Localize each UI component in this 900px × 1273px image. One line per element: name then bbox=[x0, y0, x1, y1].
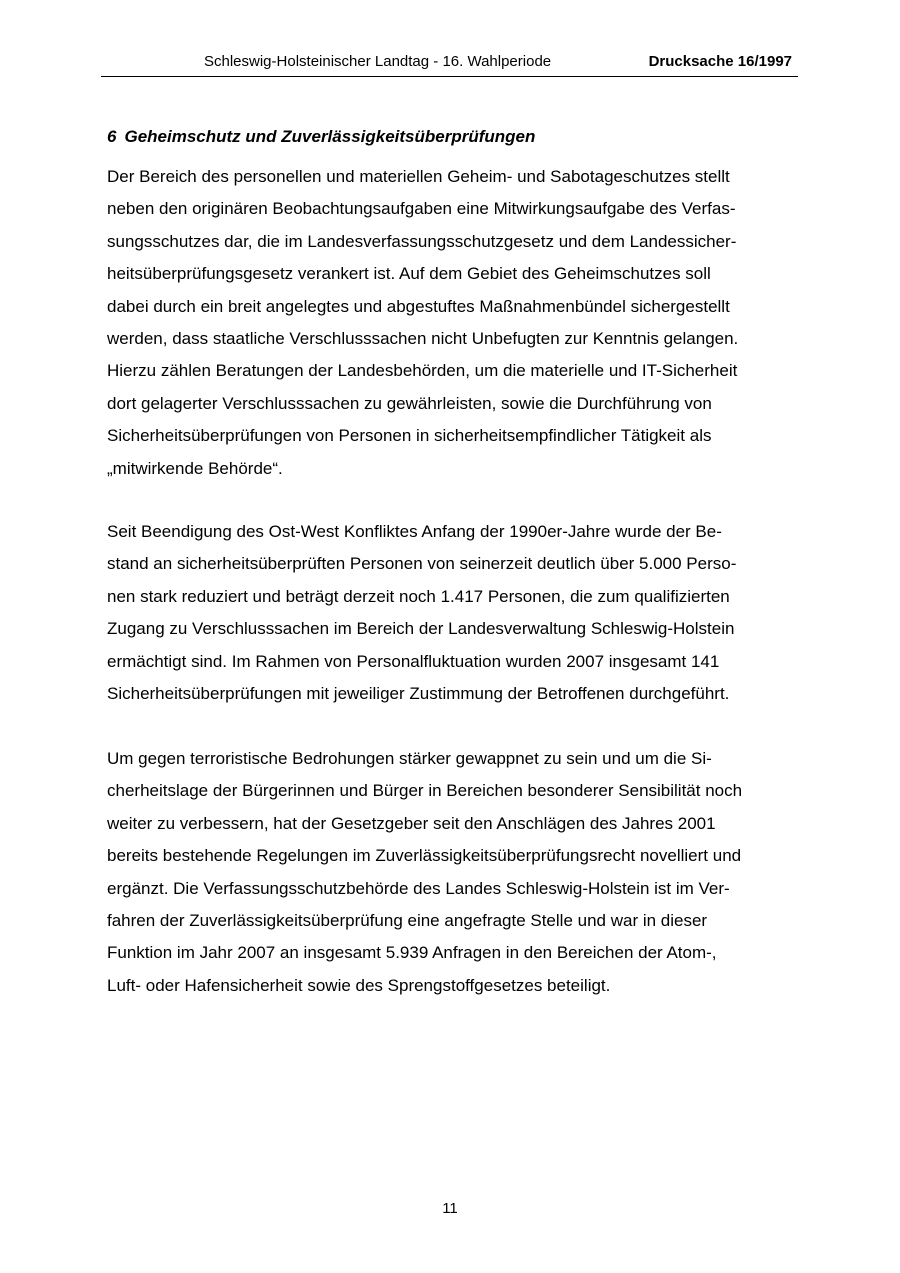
text-line: dort gelagerter Verschlusssachen zu gewährleisten, sowie die Durchführung von bbox=[107, 393, 712, 413]
text-line: Luft- oder Hafensicherheit sowie des Sprengstoffgesetzes beteiligt. bbox=[107, 975, 611, 995]
page-number: 11 bbox=[442, 1200, 458, 1217]
text-line: ergänzt. Die Verfassungsschutzbehörde des Landes Schleswig-Holstein ist im Ver- bbox=[107, 878, 730, 898]
section-number: 6 bbox=[107, 127, 117, 146]
header-drucksache: Drucksache 16/1997 bbox=[648, 53, 792, 70]
text-line: Um gegen terroristische Bedrohungen stärker gewappnet zu sein und um die Si- bbox=[107, 749, 712, 768]
text-line: neben den originären Beobachtungsaufgaben eine Mitwirkungsaufgabe des Verfas- bbox=[107, 199, 736, 219]
text-line: werden, dass staatliche Verschlusssachen nicht Unbefugten zur Kenntnis gelangen. bbox=[107, 329, 739, 349]
text-line: Hierzu zählen Beratungen der Landesbehörden, um die materielle und IT-Sicherheit bbox=[107, 361, 738, 381]
header-title: Schleswig-Holsteinischer Landtag - 16. Wahlperiode bbox=[204, 53, 552, 70]
section-title: Geheimschutz und Zuverlässigkeitsüberprüfungen bbox=[124, 127, 536, 146]
paragraph bbox=[107, 743, 807, 1002]
text-line: dabei durch ein breit angelegtes und abgestuftes Maßnahmenbündel sichergestellt bbox=[107, 296, 730, 316]
paragraph bbox=[107, 516, 807, 710]
text-line: bereits bestehende Regelungen im Zuverlässigkeitsüberprüfungsrecht novelliert und bbox=[107, 846, 742, 866]
text-line: Sicherheitsüberprüfungen mit jeweiliger Zustimmung der Betroffenen durchgeführt. bbox=[107, 684, 730, 704]
page-header bbox=[101, 50, 798, 77]
text-line: cherheitslage der Bürgerinnen und Bürger in Bereichen besonderer Sensibilität noch bbox=[107, 781, 743, 801]
text-line: Seit Beendigung des Ost-West Konfliktes Anfang der 1990er-Jahre wurde der Be- bbox=[107, 522, 722, 541]
text-line: Zugang zu Verschlusssachen im Bereich der Landesverwaltung Schleswig-Holstein bbox=[107, 619, 735, 639]
text-line: nen stark reduziert und beträgt derzeit noch 1.417 Personen, die zum qualifizierten bbox=[107, 586, 730, 606]
text-line: weiter zu verbessern, hat der Gesetzgeber seit den Anschlägen des Jahres 2001 bbox=[107, 813, 716, 833]
text-line: fahren der Zuverlässigkeitsüberprüfung eine angefragte Stelle und war in dieser bbox=[107, 911, 708, 931]
text-line: Sicherheitsüberprüfungen von Personen in sicherheitsempfindlicher Tätigkeit als bbox=[107, 426, 712, 446]
text-line: Der Bereich des personellen und materiellen Geheim- und Sabotageschutzes stellt bbox=[107, 167, 730, 186]
text-line: stand an sicherheitsüberprüften Personen von seinerzeit deutlich über 5.000 Perso- bbox=[107, 554, 737, 574]
text-line: heitsüberprüfungsgesetz verankert ist. Auf dem Gebiet des Geheimschutzes soll bbox=[107, 264, 711, 284]
text-line: ermächtigt sind. Im Rahmen von Personalfluktuation wurden 2007 insgesamt 141 bbox=[107, 651, 720, 671]
text-line: „mitwirkende Behörde“. bbox=[107, 458, 283, 478]
section-heading bbox=[107, 126, 535, 148]
text-line: sungsschutzes dar, die im Landesverfassungsschutzgesetz und dem Landessicher- bbox=[107, 231, 737, 251]
text-line: Funktion im Jahr 2007 an insgesamt 5.939 Anfragen in den Bereichen der Atom-, bbox=[107, 943, 717, 963]
paragraph bbox=[107, 161, 807, 485]
